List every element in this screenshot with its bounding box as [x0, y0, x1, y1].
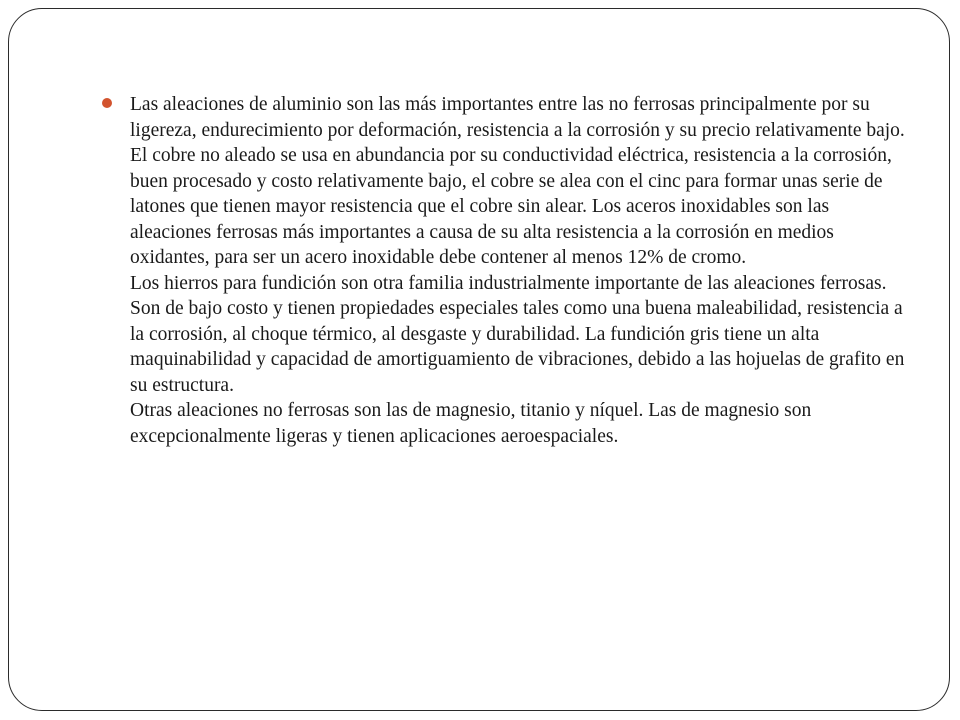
slide-body-text: [130, 92, 915, 449]
paragraph-aluminio-cobre-aceros: Las aleaciones de aluminio son las más importantes entre las no ferrosas principalmente por su ligereza, endurecimiento por deformación, resistencia a la corrosión y su precio relativamente bajo. El cobre no aleado se usa en abundancia por su conductividad eléctrica, resistencia a la corrosión, buen procesado y costo relativamente bajo, el cobre se alea con el cinc para formar unas serie de latones que tienen mayor resistencia que el cobre sin alear. Los aceros inoxidables son las aleaciones ferrosas más importantes a causa de su alta resistencia a la corrosión en medios oxidantes, para ser un acero inoxidable debe contener al menos 12% de cromo.: [130, 94, 905, 268]
paragraph-otras-aleaciones: Otras aleaciones no ferrosas son las de magnesio, titanio y níquel. Las de magnesio son excepcionalmente ligeras y tienen aplicaciones aeroespaciales.: [130, 400, 812, 447]
bullet-dot-icon: [102, 98, 112, 108]
paragraph-hierros-fundicion: Los hierros para fundición son otra familia industrialmente importante de las aleaciones ferrosas. Son de bajo costo y tienen propiedades especiales tales como una buena maleabilidad, resistencia a la corrosión, al choque térmico, al desgaste y durabilidad. La fundición gris tiene un alta maquinabilidad y capacidad de amortiguamiento de vibraciones, debido a las hojuelas de grafito en su estructura.: [130, 272, 905, 396]
